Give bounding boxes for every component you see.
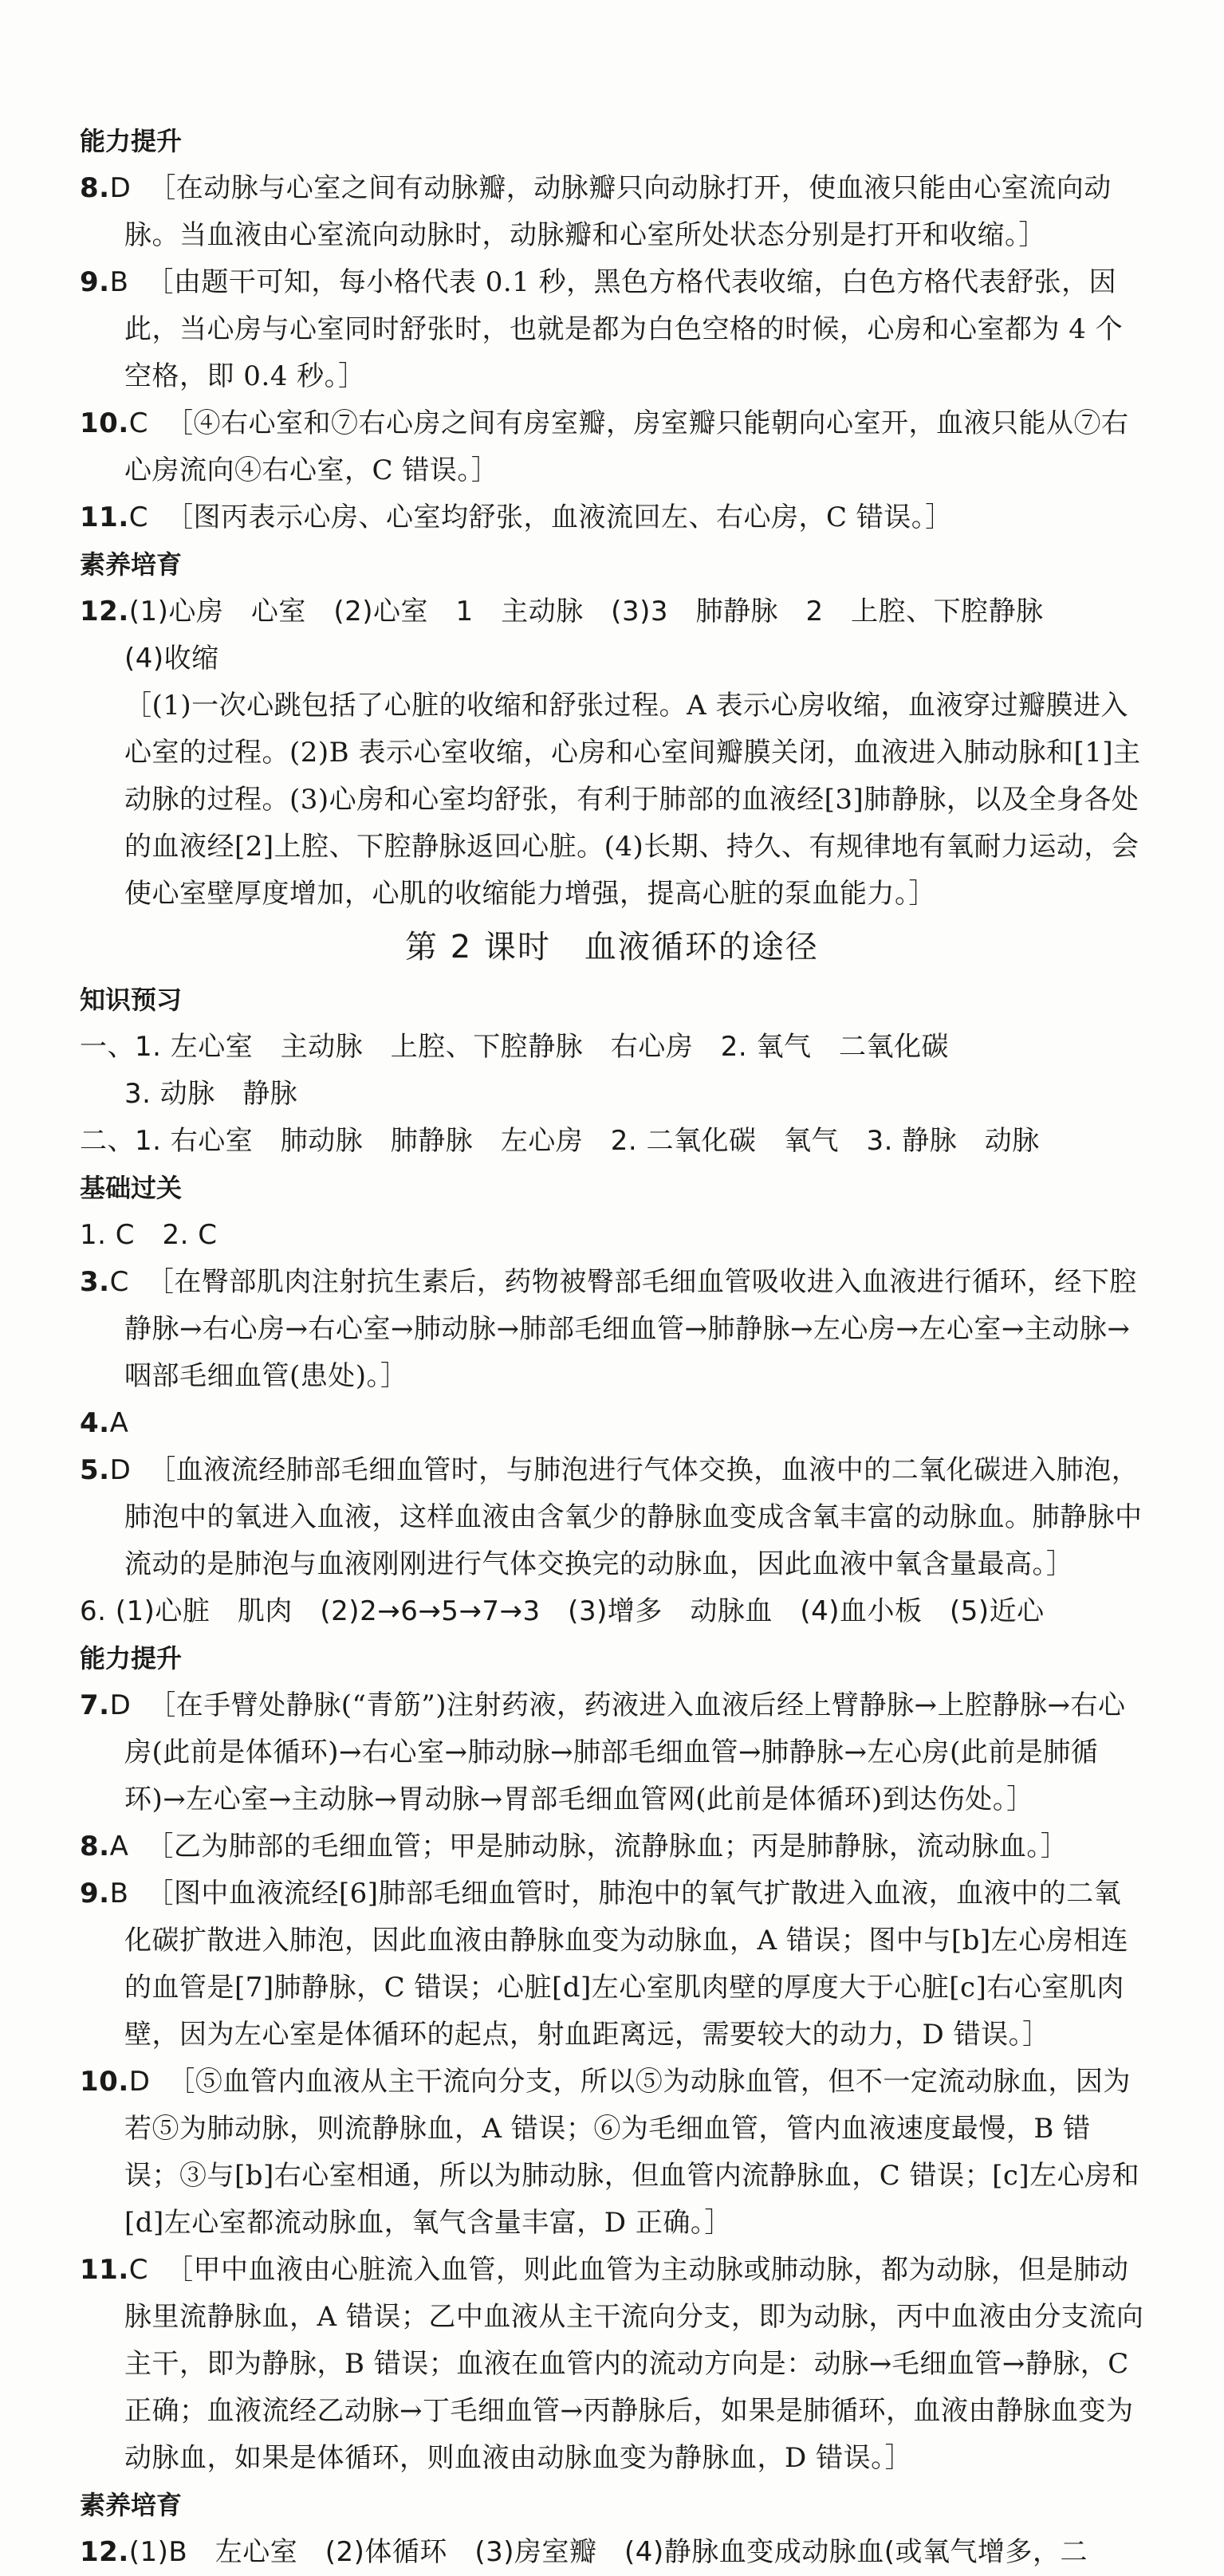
answer-item [80, 1400, 1144, 1447]
section-heading: 知识预习 [80, 985, 183, 1015]
item-number: 12. [80, 2536, 129, 2568]
item-explanation: ［在手臂处静脉(“青筋”)注射药液，药液进入血液后经上臂静脉→上腔静脉→右心房(此前是体循环)→右心室→肺动脉→肺部毛细血管→肺静脉→左心房(此前是肺循环)→左心室→主动脉→胃动脉→胃部毛细血管网(此前是体循环)到达伤处。］ [124, 1689, 1126, 1815]
item-answer: C [128, 501, 148, 533]
item-number: 5. [80, 1454, 110, 1486]
item-number: 3. [80, 1266, 110, 1298]
answer-line: 一、1. 左心室 主动脉 上腔、下腔静脉 右心房 2. 氧气 二氧化碳 [80, 1031, 949, 1063]
item-number: 8. [80, 1831, 110, 1862]
item-explanation: ［④右心室和⑦右心房之间有房室瓣，房室瓣只能朝向心室开，血液只能从⑦右心房流向④右心室，C 错误。］ [124, 407, 1129, 486]
item-answer: (1)B 左心室 (2)体循环 (3)房室瓣 (4)静脉血变成动脉血(或氧气增多，二 [128, 2536, 1088, 2568]
answer-item [80, 1823, 1144, 1870]
item-number: 9. [80, 1878, 110, 1909]
answer-item [80, 1682, 1144, 1823]
answer-item [80, 588, 1144, 635]
section-heading: 能力提升 [80, 126, 183, 156]
item-explanation: ［甲中血液由心脏流入血管，则此血管为主动脉或肺动脉，都为动脉，但是肺动脉里流静脉血，A 错误；乙中血液从主干流向分支，即为动脉，丙中血液由分支流向主干，即为静脉，B 错误；血液在血管内的流动方向是：动脉→毛细血管→静脉，C 正确；血液流经乙动脉→丁毛细血管→丙静脉后，如果是肺循环，血液由静脉血变为动脉血，如果是体循环，则血液由动脉血变为静脉血，D 错误。］ [124, 2254, 1144, 2474]
item-number: 12. [80, 596, 129, 627]
item-answer: D [109, 1454, 132, 1486]
answer-continuation: (4)收缩 [124, 643, 219, 674]
item-answer: C [128, 407, 148, 439]
answer-item [80, 494, 1144, 541]
item-number: 4. [80, 1407, 110, 1439]
answer-item [80, 2529, 1144, 2576]
section-heading: 素养培育 [80, 2490, 183, 2520]
item-explanation: ［图中血液流经[6]肺部毛细血管时，肺泡中的氧气扩散进入血液，血液中的二氧化碳扩散进入肺泡，因此血液由静脉血变为动脉血，A 错误；图中与[b]左心房相连的血管是[7]肺静脉，C 错误；心脏[d]左心室肌肉壁的厚度大于心脏[c]右心室肌肉壁，因为左心室是体循环的起点，射血距离远，需要较大的动力，D 错误。］ [124, 1878, 1129, 2051]
answer-line: 1. C 2. C [80, 1219, 218, 1251]
answer-item [80, 165, 1144, 259]
answer-item [80, 1259, 1144, 1400]
answer-item [80, 1447, 1144, 1588]
section-heading: 能力提升 [80, 1643, 183, 1673]
answer-item [80, 400, 1144, 494]
explanation-paragraph: ［(1)一次心跳包括了心脏的收缩和舒张过程。A 表示心房收缩，血液穿过瓣膜进入心室的过程。(2)B 表示心室收缩，心房和心室间瓣膜关闭，血液进入肺动脉和[1]主动脉的过程。(3)心房和心室均舒张，有利于肺部的血液经[3]肺静脉，以及全身各处的血液经[2]上腔、下腔静脉返回心脏。(4)长期、持久、有规律地有氧耐力运动，会使心室壁厚度增加，心肌的收缩能力增强，提高心脏的泵血能力。］ [124, 690, 1141, 910]
item-answer: D [128, 2066, 151, 2098]
item-answer: C [128, 2254, 148, 2286]
answer-line: 二、1. 右心室 肺动脉 肺静脉 左心房 2. 二氧化碳 氧气 3. 静脉 动脉 [80, 1125, 1040, 1157]
item-number: 7. [80, 1689, 110, 1721]
item-answer: A [109, 1407, 129, 1439]
answer-item [80, 2059, 1144, 2247]
item-number: 9. [80, 266, 110, 298]
answer-item [80, 259, 1144, 400]
answer-item [80, 2247, 1144, 2482]
item-number: 11. [80, 501, 129, 533]
answer-item [80, 1870, 1144, 2059]
item-number: 8. [80, 172, 110, 204]
item-explanation: ［由题干可知，每小格代表 0.1 秒，黑色方格代表收缩，白色方格代表舒张，因此，当心房与心室同时舒张时，也就是都为白色空格的时候，心房和心室都为 4 个空格，即 0.4 秒。］ [124, 266, 1124, 392]
item-answer: (1)心房 心室 (2)心室 1 主动脉 (3)3 肺静脉 2 上腔、下腔静脉 [128, 596, 1044, 627]
item-answer: D [109, 1689, 132, 1721]
item-number: 11. [80, 2254, 129, 2286]
item-answer: D [109, 172, 132, 204]
item-explanation: ［图丙表示心房、心室均舒张，血液流回左、右心房，C 错误。］ [165, 501, 953, 533]
answer-line: 3. 动脉 静脉 [124, 1078, 298, 1110]
item-explanation: ［在臀部肌肉注射抗生素后，药物被臀部毛细血管吸收进入血液进行循环，经下腔静脉→右心房→右心室→肺动脉→肺部毛细血管→肺静脉→左心房→左心室→主动脉→咽部毛细血管(患处)。］ [124, 1266, 1137, 1392]
section-heading: 基础过关 [80, 1173, 183, 1203]
item-answer: A [109, 1831, 129, 1862]
item-number: 10. [80, 407, 129, 439]
item-explanation: ［乙为肺部的毛细血管；甲是肺动脉，流静脉血；丙是肺静脉，流动脉血。］ [146, 1831, 1069, 1862]
item-explanation: ［在动脉与心室之间有动脉瓣，动脉瓣只向动脉打开，使血液只能由心室流向动脉。当血液由心室流向动脉时，动脉瓣和心室所处状态分别是打开和收缩。］ [124, 172, 1112, 251]
section-heading: 素养培育 [80, 549, 183, 580]
item-explanation: ［⑤血管内血液从主干流向分支，所以⑤为动脉血管，但不一定流动脉血，因为若⑤为肺动脉，则流静脉血，A 错误；⑥为毛细血管，管内血液速度最慢，B 错误；③与[b]右心室相通，所以为肺动脉，但血管内流静脉血，C 错误；[c]左心房和[d]左心室都流动脉血，氧气含量丰富，D 正确。］ [124, 2066, 1140, 2239]
item-answer: C [109, 1266, 129, 1298]
item-explanation: ［血液流经肺部毛细血管时，与肺泡进行气体交换，血液中的二氧化碳进入肺泡，肺泡中的氧进入血液，这样血液由含氧少的静脉血变成含氧丰富的动脉血。肺静脉中流动的是肺泡与血液刚刚进行气体交换完的动脉血，因此血液中氧含量最高。］ [124, 1454, 1143, 1580]
lesson-title: 第 2 课时 血液循环的途径 [405, 929, 819, 966]
item-answer: B [109, 266, 129, 298]
answer-line: 6. (1)心脏 肌肉 (2)2→6→5→7→3 (3)增多 动脉血 (4)血小板 (5)近心 [80, 1595, 1045, 1627]
item-answer: B [109, 1878, 129, 1909]
item-number: 10. [80, 2066, 129, 2098]
